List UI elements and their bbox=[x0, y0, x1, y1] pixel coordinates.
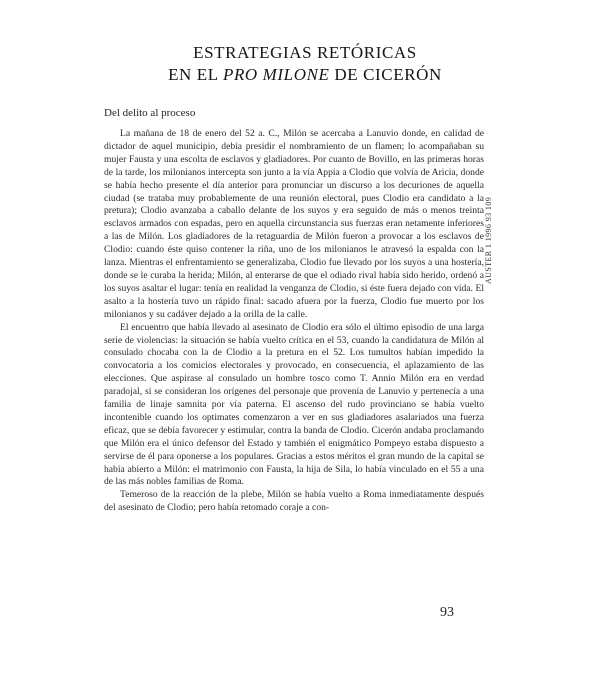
article-title bbox=[100, 42, 510, 86]
page-number: 93 bbox=[440, 605, 454, 620]
section-heading: Del delito al proceso bbox=[104, 107, 196, 119]
title-line-2-italic: PRO MILONE bbox=[222, 65, 330, 84]
title-line-2 bbox=[100, 64, 510, 86]
journal-margin-note bbox=[483, 166, 495, 284]
paragraph-2: El encuentro que había llevado al asesinato de Clodio era sólo el último episodio de una larga serie de violencias: la situación se había vuelto crítica en el 53, cuando la candidatura de Milón al consulado chocaba con la de Clodio a la pretura en el 52. Los tumultos habían impedido la convocatoria a los comicios electorales y provocado, en consecuencia, el aplazamiento de las elecciones. Que aspirase al consulado un hombre tosco como T. Annio Milón era en verdad paradojal, si se consideran los orígenes del personaje que provenía de Lanuvio y pertenecía a una familia de linaje samnita por vía paterna. El ascenso del rudo provinciano se había vuelto incontenible cuando los optimates comenzaron a ver en sus gladiadores asalariados una fuerza eficaz, que se debía favorecer y estimular, contra la banda de Clodio. Cicerón andaba proclamando que Milón era el único defensor del Estado y también el enigmático Pompeyo estaba dispuesto a servirse de él para oponerse a los populares. Gracias a estos méritos el gran mundo de la capital se había abierto a Milón: el matrimonio con Fausta, la hija de Sila, lo había vinculado en el 55 a una de las más nobles familias de Roma. bbox=[104, 321, 484, 488]
paragraph-1: La mañana de 18 de enero del 52 a. C., Milón se acercaba a Lanuvio donde, en calidad de dictador de aquel municipio, debía presidir el nombramiento de un flamen; lo acompañaban su mujer Fausta y una escolta de esclavos y gladiadores. Por cuanto de Bovillo, en las primeras horas de la tarde, los milonianos intercepta son junto a la vía Appia a Clodio que volvía de Aricia, donde se había hecho presente el día anterior para pronunciar un discurso a los decuriones de aquella ciudad (se trataba muy probablemente de una reunión electoral, pues Clodio era candidato a la pretura); Clodio avanzaba a caballo delante de los suyos y era seguido de más o menos treinta esclavos armados con espadas, pero en aquella circunstancia sus fuerzas eran netamente inferiores a las de Milón. Los gladiadores de la retaguardia de Milón fueron a provocar a los esclavos de Clodio: cuando éste quiso contener la riña, uno de los milonianos le atravesó la espalda con la lanza. Mientras el enfrentamiento se generalizaba, Clodio fue llevado por los suyos a una hostería, donde se le curaba la herida; Milón, al enterarse de que el odiado rival había sido herido, ordenó a los suyos asaltar el lugar: tenía en realidad la venganza de Clodio, si éste fuera dejado con vida. El asalto a la hostería tuvo un rápido final: sacado afuera por la fuerza, Clodio fue muerto por los milonianos y su cadáver dejado a la orilla de la calle. bbox=[104, 128, 484, 320]
title-line-1: ESTRATEGIAS RETÓRICAS bbox=[193, 43, 417, 62]
title-line-2-pre: EN EL bbox=[168, 65, 223, 84]
paragraph-3: Temeroso de la reacción de la plebe, Milón se había vuelto a Roma inmediatamente después del asesinato de Clodio; pero había retomado coraje a con- bbox=[104, 489, 484, 514]
title-line-2-post: DE CICERÓN bbox=[329, 65, 442, 84]
body-text bbox=[104, 128, 484, 515]
margin-note-text: AUSTER 1 1996 93 109 bbox=[484, 196, 493, 284]
